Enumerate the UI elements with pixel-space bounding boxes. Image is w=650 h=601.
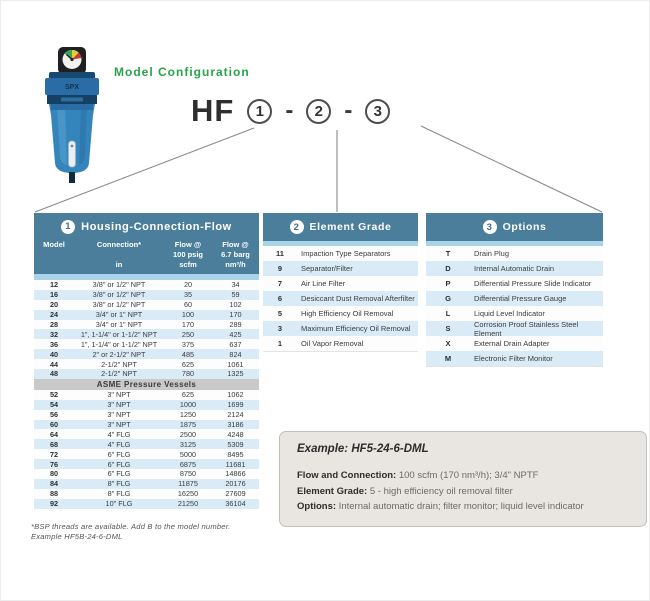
housing-table-row (34, 390, 259, 400)
label-cell: Differential Pressure Slide Indicator (474, 279, 592, 288)
column-header (34, 240, 74, 270)
asme-table-body (34, 390, 259, 509)
example-line-label: Flow and Connection: (297, 470, 397, 481)
flow-nm3h-cell: 11681 (225, 459, 246, 469)
connection-cell: 6" FLG (107, 459, 131, 469)
example-line-label: Element Grade: (297, 485, 368, 497)
flow-scfm-cell: 21250 (177, 499, 199, 509)
column-header (74, 240, 164, 270)
connection-cell: 3/8" or 1/2" NPT (92, 300, 146, 310)
grade-table-body (263, 246, 418, 351)
separator-dash: - (344, 97, 353, 124)
flow-nm3h-cell: 14866 (225, 469, 246, 479)
options-table-row (426, 321, 603, 336)
housing-table-row (34, 290, 259, 300)
flow-nm3h-cell: 8495 (227, 449, 244, 459)
connection-cell: 3/4" or 1" NPT (95, 310, 143, 320)
column-header-line: Model (43, 240, 65, 249)
model-cell: 48 (49, 369, 59, 379)
filter-product-image (37, 45, 107, 187)
connection-cell: 4" FLG (107, 429, 131, 439)
grade-table-row (263, 261, 418, 276)
model-cell: 36 (49, 339, 59, 349)
housing-table-row (34, 489, 259, 499)
flow-scfm-cell: 1875 (179, 420, 197, 430)
flow-nm3h-cell: 1325 (227, 369, 244, 379)
flow-scfm-cell: 375 (181, 339, 195, 349)
example-line-label: Options: (297, 501, 337, 512)
page-title: Model Configuration (114, 65, 250, 79)
code-cell: X (445, 339, 451, 348)
pressure-gauge-icon (58, 47, 86, 74)
label-cell: High Efficiency Oil Removal (301, 309, 394, 318)
model-cell: 84 (49, 479, 59, 489)
housing-table-body (34, 280, 259, 379)
column-header-line (34, 260, 74, 270)
column-header-line: Connection* (96, 240, 142, 249)
housing-table-row (34, 359, 259, 369)
connection-cell: 8" FLG (107, 489, 131, 499)
flow-nm3h-cell: 1699 (227, 400, 244, 410)
label-cell: Corrosion Proof Stainless Steel Element (474, 319, 579, 338)
flow-scfm-cell: 3125 (179, 439, 197, 449)
housing-table-row (34, 420, 259, 430)
flow-scfm-cell: 11875 (178, 479, 198, 489)
example-line-value: Internal automatic drain; filter monitor; liquid level indicator (336, 501, 584, 512)
model-cell: 24 (49, 310, 59, 320)
bsp-footnote (31, 522, 271, 542)
flow-scfm-cell: 625 (181, 359, 195, 369)
example-line-value: 100 scfm (170 nm³/h); 3/4" NPTF (396, 470, 539, 481)
grade-table-row (263, 276, 418, 291)
connection-cell: 2-1/2" NPT (101, 369, 137, 379)
housing-table-row (34, 469, 259, 479)
model-cell: 16 (49, 290, 59, 300)
brand-label: SPX (64, 84, 80, 91)
table-3-number-badge: 3 (483, 220, 497, 234)
model-cell: 68 (49, 439, 59, 449)
housing-table-row (34, 439, 259, 449)
housing-table-row (34, 449, 259, 459)
code-cell: 5 (277, 309, 283, 318)
model-cell: 76 (49, 459, 59, 469)
connection-cell: 10" FLG (105, 499, 133, 509)
flow-scfm-cell: 625 (181, 390, 195, 400)
flow-scfm-cell: 485 (181, 349, 195, 359)
code-cell: 11 (276, 249, 284, 258)
housing-table-row (34, 459, 259, 469)
flow-nm3h-cell: 4248 (227, 429, 244, 439)
housing-table-row (34, 369, 259, 379)
model-cell: 44 (49, 359, 59, 369)
label-cell: Air Line Filter (301, 279, 346, 288)
circle-1-badge: 1 (247, 99, 272, 124)
label-cell: Internal Automatic Drain (474, 264, 555, 273)
code-cell: 1 (277, 339, 283, 348)
label-cell: Drain Plug (474, 249, 510, 258)
model-cell: 40 (49, 349, 59, 359)
flow-nm3h-cell: 36104 (225, 499, 246, 509)
connection-cell: 4" FLG (107, 439, 131, 449)
example-line (297, 484, 584, 500)
grade-table-title: Element Grade (309, 221, 392, 233)
table-2-number-badge: 2 (290, 220, 304, 234)
housing-table-row (34, 479, 259, 489)
flow-nm3h-cell: 824 (229, 349, 242, 359)
housing-table-row (34, 400, 259, 410)
column-header-line: Flow @ (222, 240, 249, 249)
element-grade-table (263, 213, 418, 352)
grade-table-row (263, 291, 418, 306)
flow-nm3h-cell: 5309 (227, 439, 244, 449)
code-cell: T (445, 249, 451, 258)
options-table (426, 213, 603, 367)
flow-nm3h-cell: 1061 (227, 359, 244, 369)
connection-cell: 8" FLG (107, 479, 131, 489)
grade-table-row (263, 306, 418, 321)
table-1-number-badge: 1 (61, 220, 75, 234)
housing-table-row (34, 339, 259, 349)
options-table-row (426, 336, 603, 351)
code-cell: L (445, 309, 451, 318)
model-cell: 92 (49, 499, 59, 509)
flow-scfm-cell: 16250 (177, 489, 199, 499)
code-cell: 7 (277, 279, 283, 288)
label-cell: Separator/Filter (301, 264, 353, 273)
model-cell: 32 (49, 329, 59, 339)
model-cell: 52 (49, 390, 59, 400)
options-table-row (426, 246, 603, 261)
connection-cell: 3/8" or 1/2" NPT (92, 280, 146, 290)
grade-table-row (263, 336, 418, 351)
model-cell: 12 (49, 280, 59, 290)
asme-subheader: ASME Pressure Vessels (34, 379, 259, 390)
model-cell: 72 (49, 449, 59, 459)
flow-nm3h-cell: 102 (229, 300, 242, 310)
model-cell: 64 (49, 429, 59, 439)
connection-cell: 1", 1-1/4" or 1-1/2" NPT (80, 329, 158, 339)
example-line (297, 499, 584, 515)
label-cell: Impaction Type Separators (301, 249, 391, 258)
connection-cell: 1", 1-1/4" or 1-1/2" NPT (80, 339, 158, 349)
column-header-line: 6.7 barg (221, 250, 250, 259)
column-header-line: scfm (179, 260, 197, 269)
connection-cell: 2-1/2" NPT (101, 359, 137, 369)
options-table-body (426, 246, 603, 366)
example-lines (297, 468, 584, 515)
circle-3-badge: 3 (365, 99, 390, 124)
column-header (164, 240, 212, 270)
flow-scfm-cell: 35 (183, 290, 193, 300)
code-cell: 6 (277, 294, 283, 303)
flow-scfm-cell: 20 (183, 280, 193, 290)
model-prefix: HF (191, 93, 235, 128)
housing-table-row (34, 280, 259, 290)
flow-nm3h-cell: 170 (229, 310, 242, 320)
column-header-line: 100 psig (172, 250, 203, 259)
flow-scfm-cell: 6875 (179, 459, 197, 469)
model-cell: 20 (49, 300, 59, 310)
model-cell: 56 (49, 410, 59, 420)
label-cell: Desiccant Dust Removal Afterfilter (301, 294, 415, 303)
model-cell: 54 (49, 400, 59, 410)
options-table-row (426, 261, 603, 276)
flow-nm3h-cell: 20176 (225, 479, 246, 489)
column-header-line: Flow @ (174, 240, 202, 249)
grade-table-row (263, 321, 418, 336)
column-header (212, 240, 259, 270)
label-cell: Electronic Filter Monitor (474, 354, 553, 363)
flow-scfm-cell: 1250 (179, 410, 197, 420)
connection-cell: 3/8" or 1/2" NPT (92, 290, 146, 300)
connection-cell: 3" NPT (107, 420, 131, 430)
circle-2-badge: 2 (306, 99, 331, 124)
flow-scfm-cell: 170 (181, 320, 195, 329)
code-cell: P (445, 279, 451, 288)
housing-table-header (34, 213, 259, 274)
housing-table-row (34, 320, 259, 330)
column-header-line: nm³/h (225, 260, 246, 269)
flow-nm3h-cell: 59 (231, 290, 240, 300)
flow-nm3h-cell: 289 (229, 320, 242, 329)
connection-cell: 6" FLG (107, 469, 131, 479)
model-cell: 28 (49, 320, 59, 329)
housing-table-row (34, 410, 259, 420)
example-line-value: 5 - high efficiency oil removal filter (367, 485, 513, 497)
label-cell: Liquid Level Indicator (474, 309, 545, 318)
label-cell: Differential Pressure Gauge (474, 294, 567, 303)
code-cell: G (445, 294, 451, 303)
grade-table-row (263, 246, 418, 261)
flow-nm3h-cell: 637 (229, 339, 242, 349)
model-cell: 80 (49, 469, 59, 479)
housing-table-row (34, 310, 259, 320)
code-cell: D (445, 264, 451, 273)
code-cell: 3 (277, 324, 283, 333)
model-cell: 88 (49, 489, 59, 499)
flow-nm3h-cell: 27609 (225, 489, 246, 499)
flow-nm3h-cell: 1062 (227, 390, 244, 400)
housing-table-row (34, 300, 259, 310)
flow-nm3h-cell: 3186 (227, 420, 244, 430)
code-cell: M (444, 354, 452, 363)
label-cell: External Drain Adapter (474, 339, 550, 348)
model-code (191, 93, 390, 129)
flow-scfm-cell: 60 (183, 300, 193, 310)
footnote-line-1: *BSP threads are available. Add B to the model number. (31, 522, 231, 531)
label-cell: Maximum Efficiency Oil Removal (301, 324, 411, 333)
connection-cell: 3" NPT (107, 410, 131, 420)
footnote-line-2: Example HF5B-24-6-DML (31, 532, 123, 541)
flow-nm3h-cell: 425 (229, 329, 242, 339)
flow-scfm-cell: 250 (181, 329, 195, 339)
flow-scfm-cell: 100 (181, 310, 195, 320)
example-box (279, 431, 647, 527)
housing-table-row (34, 429, 259, 439)
code-cell: 9 (277, 264, 283, 273)
housing-table-row (34, 329, 259, 339)
example-line (297, 468, 584, 484)
column-header-line: in (115, 260, 123, 269)
connection-cell: 2" or 2-1/2" NPT (92, 349, 146, 359)
options-table-row (426, 291, 603, 306)
flow-scfm-cell: 8750 (179, 469, 197, 479)
flow-scfm-cell: 5000 (179, 449, 197, 459)
flow-nm3h-cell: 2124 (227, 410, 244, 420)
connection-cell: 3" NPT (107, 390, 131, 400)
options-table-title: Options (502, 221, 547, 233)
example-title: Example: HF5-24-6-DML (297, 443, 429, 455)
connection-cell: 6" FLG (107, 449, 131, 459)
options-table-row (426, 276, 603, 291)
flow-nm3h-cell: 34 (231, 280, 240, 290)
housing-table-title: Housing-Connection-Flow (81, 220, 232, 233)
connection-cell: 3/4" or 1" NPT (95, 320, 143, 329)
code-cell: S (445, 324, 451, 333)
housing-table-row (34, 499, 259, 509)
model-cell: 60 (49, 420, 59, 430)
housing-connection-flow-table (34, 213, 259, 509)
housing-table-row (34, 349, 259, 359)
connection-cell: 3" NPT (107, 400, 131, 410)
flow-scfm-cell: 2500 (179, 429, 197, 439)
options-table-row (426, 351, 603, 366)
label-cell: Oil Vapor Removal (301, 339, 364, 348)
flow-scfm-cell: 1000 (179, 400, 197, 410)
column-header-line (74, 250, 164, 260)
column-header-line (34, 250, 74, 260)
housing-table-column-headers (34, 240, 259, 274)
separator-dash: - (285, 97, 294, 124)
flow-scfm-cell: 780 (181, 369, 195, 379)
